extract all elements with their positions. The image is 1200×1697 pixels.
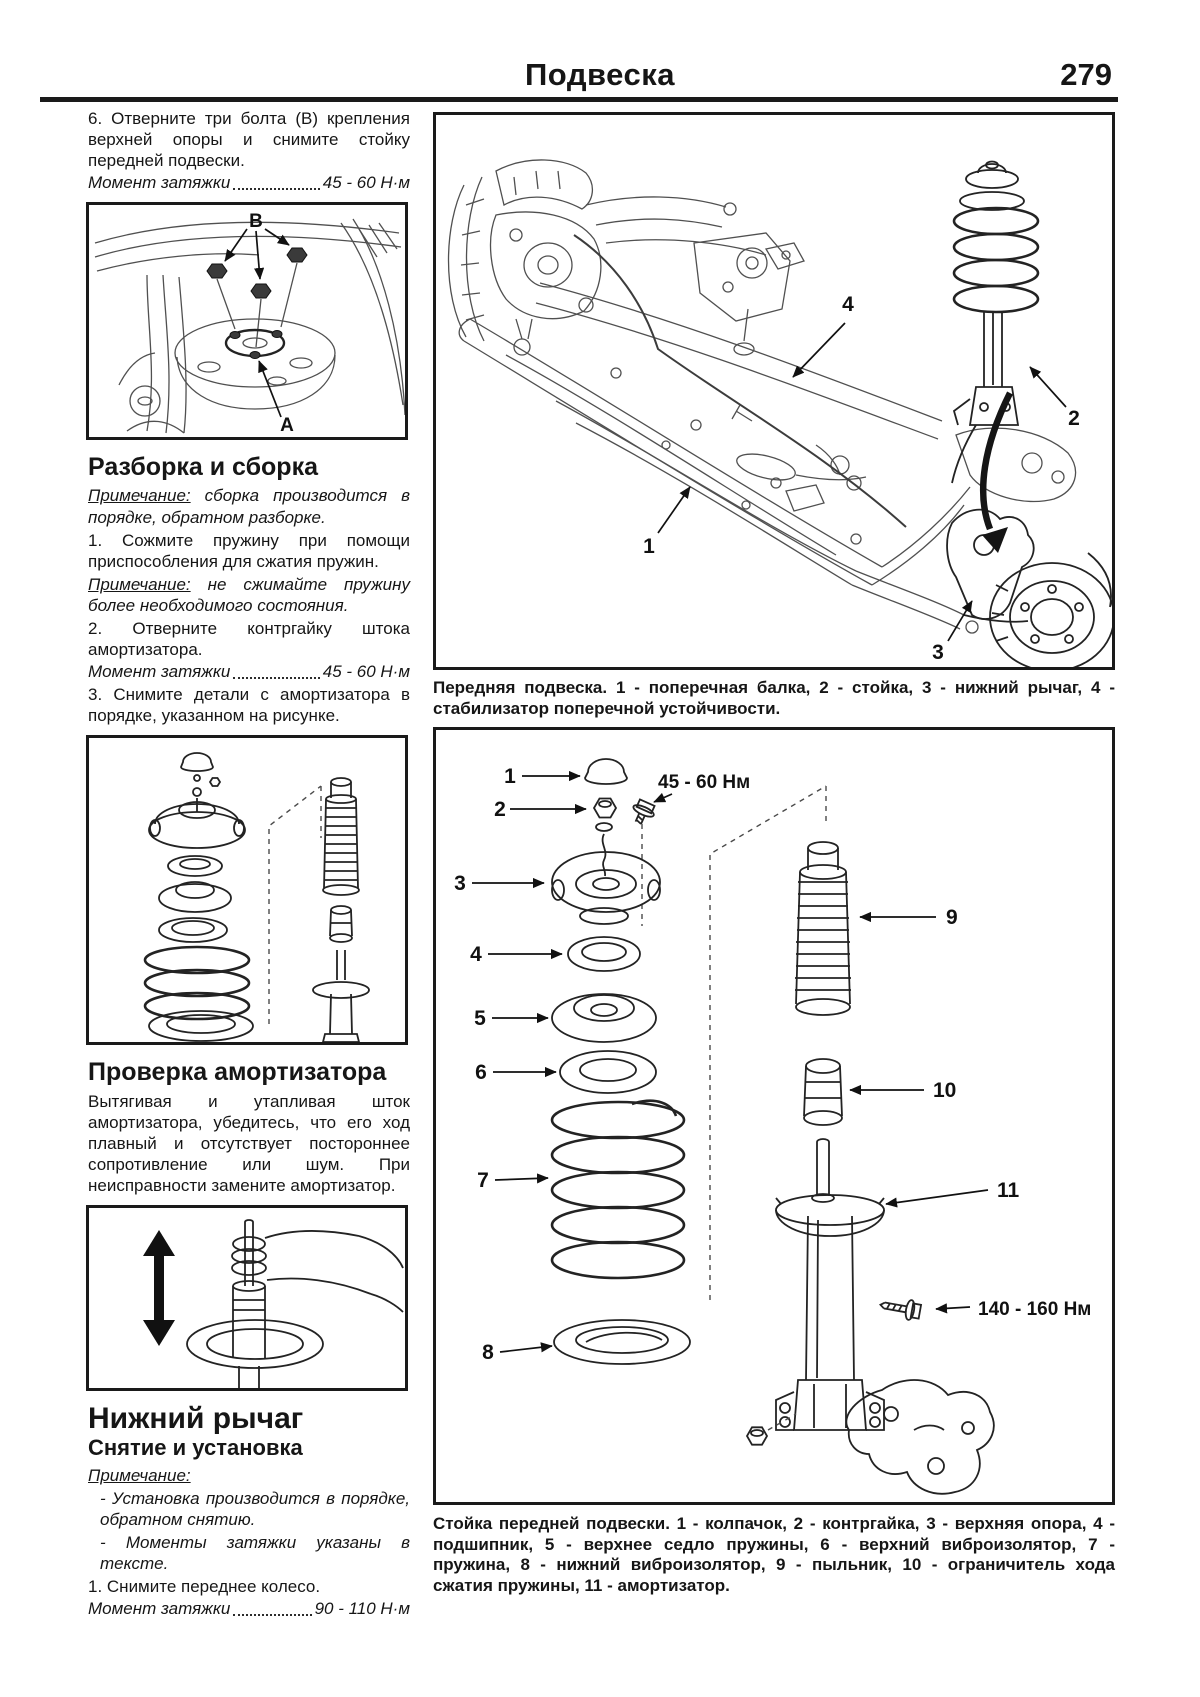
- section-heading-disassembly: Разборка и сборка: [88, 453, 318, 482]
- callout-4: 4: [470, 943, 482, 966]
- torque-line-1: [88, 173, 410, 193]
- shock-test-drawing: [89, 1208, 405, 1388]
- lower-arm-step-1: 1. Снимите переднее колесо.: [88, 1576, 321, 1596]
- mount-nut-icon: [207, 264, 227, 278]
- callout-3: 3: [454, 872, 466, 895]
- note-label: Примечание:: [88, 574, 191, 594]
- torque-label: Момент затяжки: [88, 662, 231, 682]
- section-heading-lower-arm: Нижний рычаг: [88, 1401, 304, 1435]
- engine-bay-drawing: [89, 205, 405, 437]
- check-text: Вытягивая и утапливая шток амортизатора, убедитесь, что его ход плавный и отсутствует постороннее сопротивление или шум. При неисправности замените амортизатор.: [88, 1091, 410, 1195]
- header-rule: [40, 97, 1118, 102]
- callout-8: 8: [482, 1341, 494, 1364]
- callout-1: 1: [504, 765, 516, 788]
- mount-nut-icon: [287, 248, 307, 262]
- figure-caption-strut: Стойка передней подвески. 1 - колпачок, 2 - контргайка, 3 - верхняя опора, 4 - подшипник, 5 - верхнее седло пружины, 6 - верхний виброизолятор, 7 - пружина, 8 - нижний виброизолятор, 9 - пыльник, 10 - ограничитель хода сжатия пружины, 11 - амортизатор.: [433, 1514, 1115, 1596]
- page-number: 279: [1060, 57, 1112, 92]
- callout-10: 10: [933, 1079, 957, 1102]
- note-1: [88, 485, 410, 527]
- torque-value: 45 - 60 Н·м: [322, 173, 410, 193]
- callout-9: 9: [946, 906, 958, 929]
- strut-exploded-drawing: [436, 730, 1112, 1502]
- callout-3: 3: [932, 641, 944, 664]
- torque-value: 45 - 60 Н·м: [322, 662, 410, 682]
- figure-caption-front-suspension: Передняя подвеска. 1 - поперечная балка, 2 - стойка, 3 - нижний рычаг, 4 - стабилизатор поперечной устойчивости.: [433, 678, 1115, 718]
- mount-nut-icon: [251, 284, 271, 298]
- torque-label-top: 45 - 60 Нм: [658, 772, 751, 793]
- front-suspension-drawing: [436, 115, 1112, 667]
- torque-label: Момент затяжки: [88, 173, 231, 193]
- callout-11: 11: [997, 1179, 1020, 1202]
- figure-engine-bay-mount-bolts: [86, 202, 408, 440]
- note-label: Примечание:: [88, 1465, 191, 1485]
- callout-1: 1: [643, 535, 655, 558]
- figure-shock-test: [86, 1205, 408, 1391]
- figure-strut-exploded-small: [86, 735, 408, 1045]
- up-down-arrow-icon: [143, 1230, 175, 1346]
- step-1: 1. Сожмите пружину при помощи приспособления для сжатия пружин.: [88, 530, 410, 571]
- torque-label-bottom: 140 - 160 Нм: [978, 1299, 1092, 1320]
- figure-strut-exploded: [433, 727, 1115, 1505]
- note-item-2: - Моменты затяжки указаны в тексте.: [100, 1532, 410, 1573]
- note-text: сборка производится в порядке, обратном разборке.: [88, 486, 410, 527]
- step-3: 3. Снимите детали с амортизатора в порядке, указанном на рисунке.: [88, 685, 410, 726]
- callout-4: 4: [842, 293, 854, 316]
- step-6-text: 6. Отверните три болта (B) крепления верхней опоры и снимите стойку передней подвески.: [88, 109, 410, 171]
- dotted-leader: [233, 1614, 311, 1616]
- label-a: A: [280, 415, 294, 437]
- callout-7: 7: [477, 1169, 489, 1192]
- page-title: Подвеска: [525, 57, 675, 92]
- strut-exploded-small-drawing: [89, 738, 405, 1042]
- note-label-line: [88, 1465, 410, 1486]
- torque-label: Момент затяжки: [88, 1598, 231, 1618]
- torque-value: 90 - 110 Н·м: [314, 1598, 410, 1618]
- dotted-leader: [233, 188, 319, 190]
- callout-5: 5: [474, 1007, 486, 1030]
- callout-6: 6: [475, 1061, 487, 1084]
- callout-2: 2: [1068, 407, 1080, 430]
- removal-direction-arrow: [983, 393, 1010, 529]
- top-nut-bolt-icon: [628, 798, 657, 827]
- note-2: [88, 574, 410, 616]
- step-2: 2. Отверните контргайку штока амортизатора.: [88, 618, 410, 660]
- left-column: [88, 108, 410, 1621]
- bracket-bolt-icon: [879, 1295, 922, 1322]
- torque-line-2: [88, 662, 410, 682]
- note-label: Примечание:: [88, 486, 191, 506]
- section-heading-check: Проверка амортизатора: [88, 1058, 387, 1087]
- note-text: не сжимайте пружину более необходимого состояния.: [88, 574, 410, 615]
- torque-line-3: [88, 1599, 410, 1619]
- note-item-1: - Установка производится в порядке, обратном снятию.: [100, 1488, 410, 1529]
- dotted-leader: [233, 677, 319, 679]
- figure-front-suspension: [433, 112, 1115, 670]
- subheading-removal: Снятие и установка: [88, 1435, 303, 1461]
- callout-2: 2: [494, 798, 506, 821]
- label-b: B: [249, 211, 263, 233]
